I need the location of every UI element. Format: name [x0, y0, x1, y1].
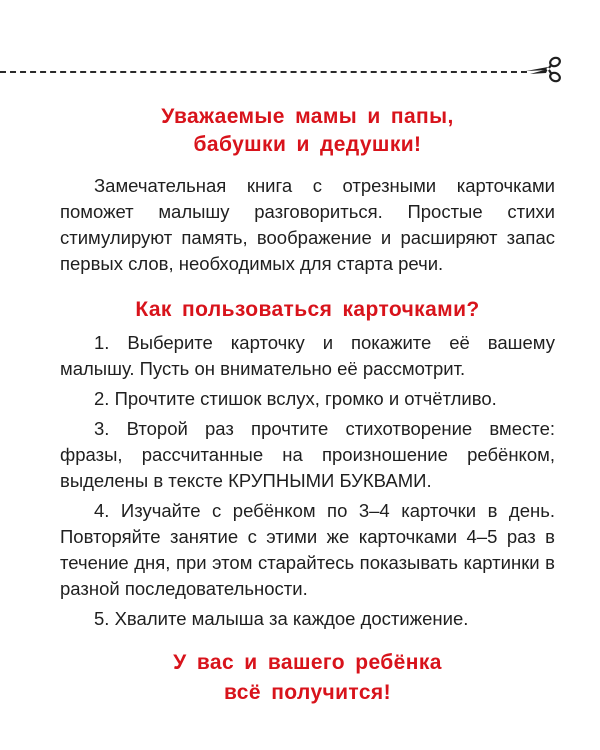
step-item-2: 2. Прочтите стишок вслух, громко и отчётливо.	[94, 387, 497, 409]
closing-heading	[60, 648, 555, 708]
greeting-line-1: Уважаемые мамы и папы,	[161, 105, 454, 128]
step-item-1: 1. Выберите карточку и покажите её вашему малышу. Пусть он внимательно её рассмотрит.	[60, 331, 555, 379]
cut-line-divider	[0, 71, 527, 73]
instruction-page	[60, 103, 555, 708]
greeting-line-2: бабушки и дедушки!	[193, 133, 422, 156]
step-item-5: 5. Хвалите малыша за каждое достижение.	[94, 607, 469, 629]
scissors-icon	[524, 52, 564, 88]
steps-list	[60, 330, 555, 632]
step-item-3: 3. Второй раз прочтите стихотворение вместе: фразы, рассчитанные на произношение ребёнком, выделены в тексте КРУПНЫМИ БУКВАМИ.	[60, 417, 555, 491]
closing-line-1: У вас и вашего ребёнка	[173, 650, 442, 674]
step-item-4: 4. Изучайте с ребёнком по 3–4 карточки в день. Повторяйте занятие с этими же карточками 4–5 раз в течение дня, при этом старайтесь показывать картинки в разной последовательности.	[60, 499, 555, 599]
greeting-heading	[60, 103, 555, 159]
intro-paragraph: Замечательная книга с отрезными карточками поможет малышу разговориться. Простые стихи стимулируют память, воображение и расширяют запас первых слов, необходимых для старта речи.	[60, 175, 555, 274]
closing-line-2: всё получится!	[224, 680, 391, 704]
how-to-title: Как пользоваться карточками?	[135, 297, 480, 321]
